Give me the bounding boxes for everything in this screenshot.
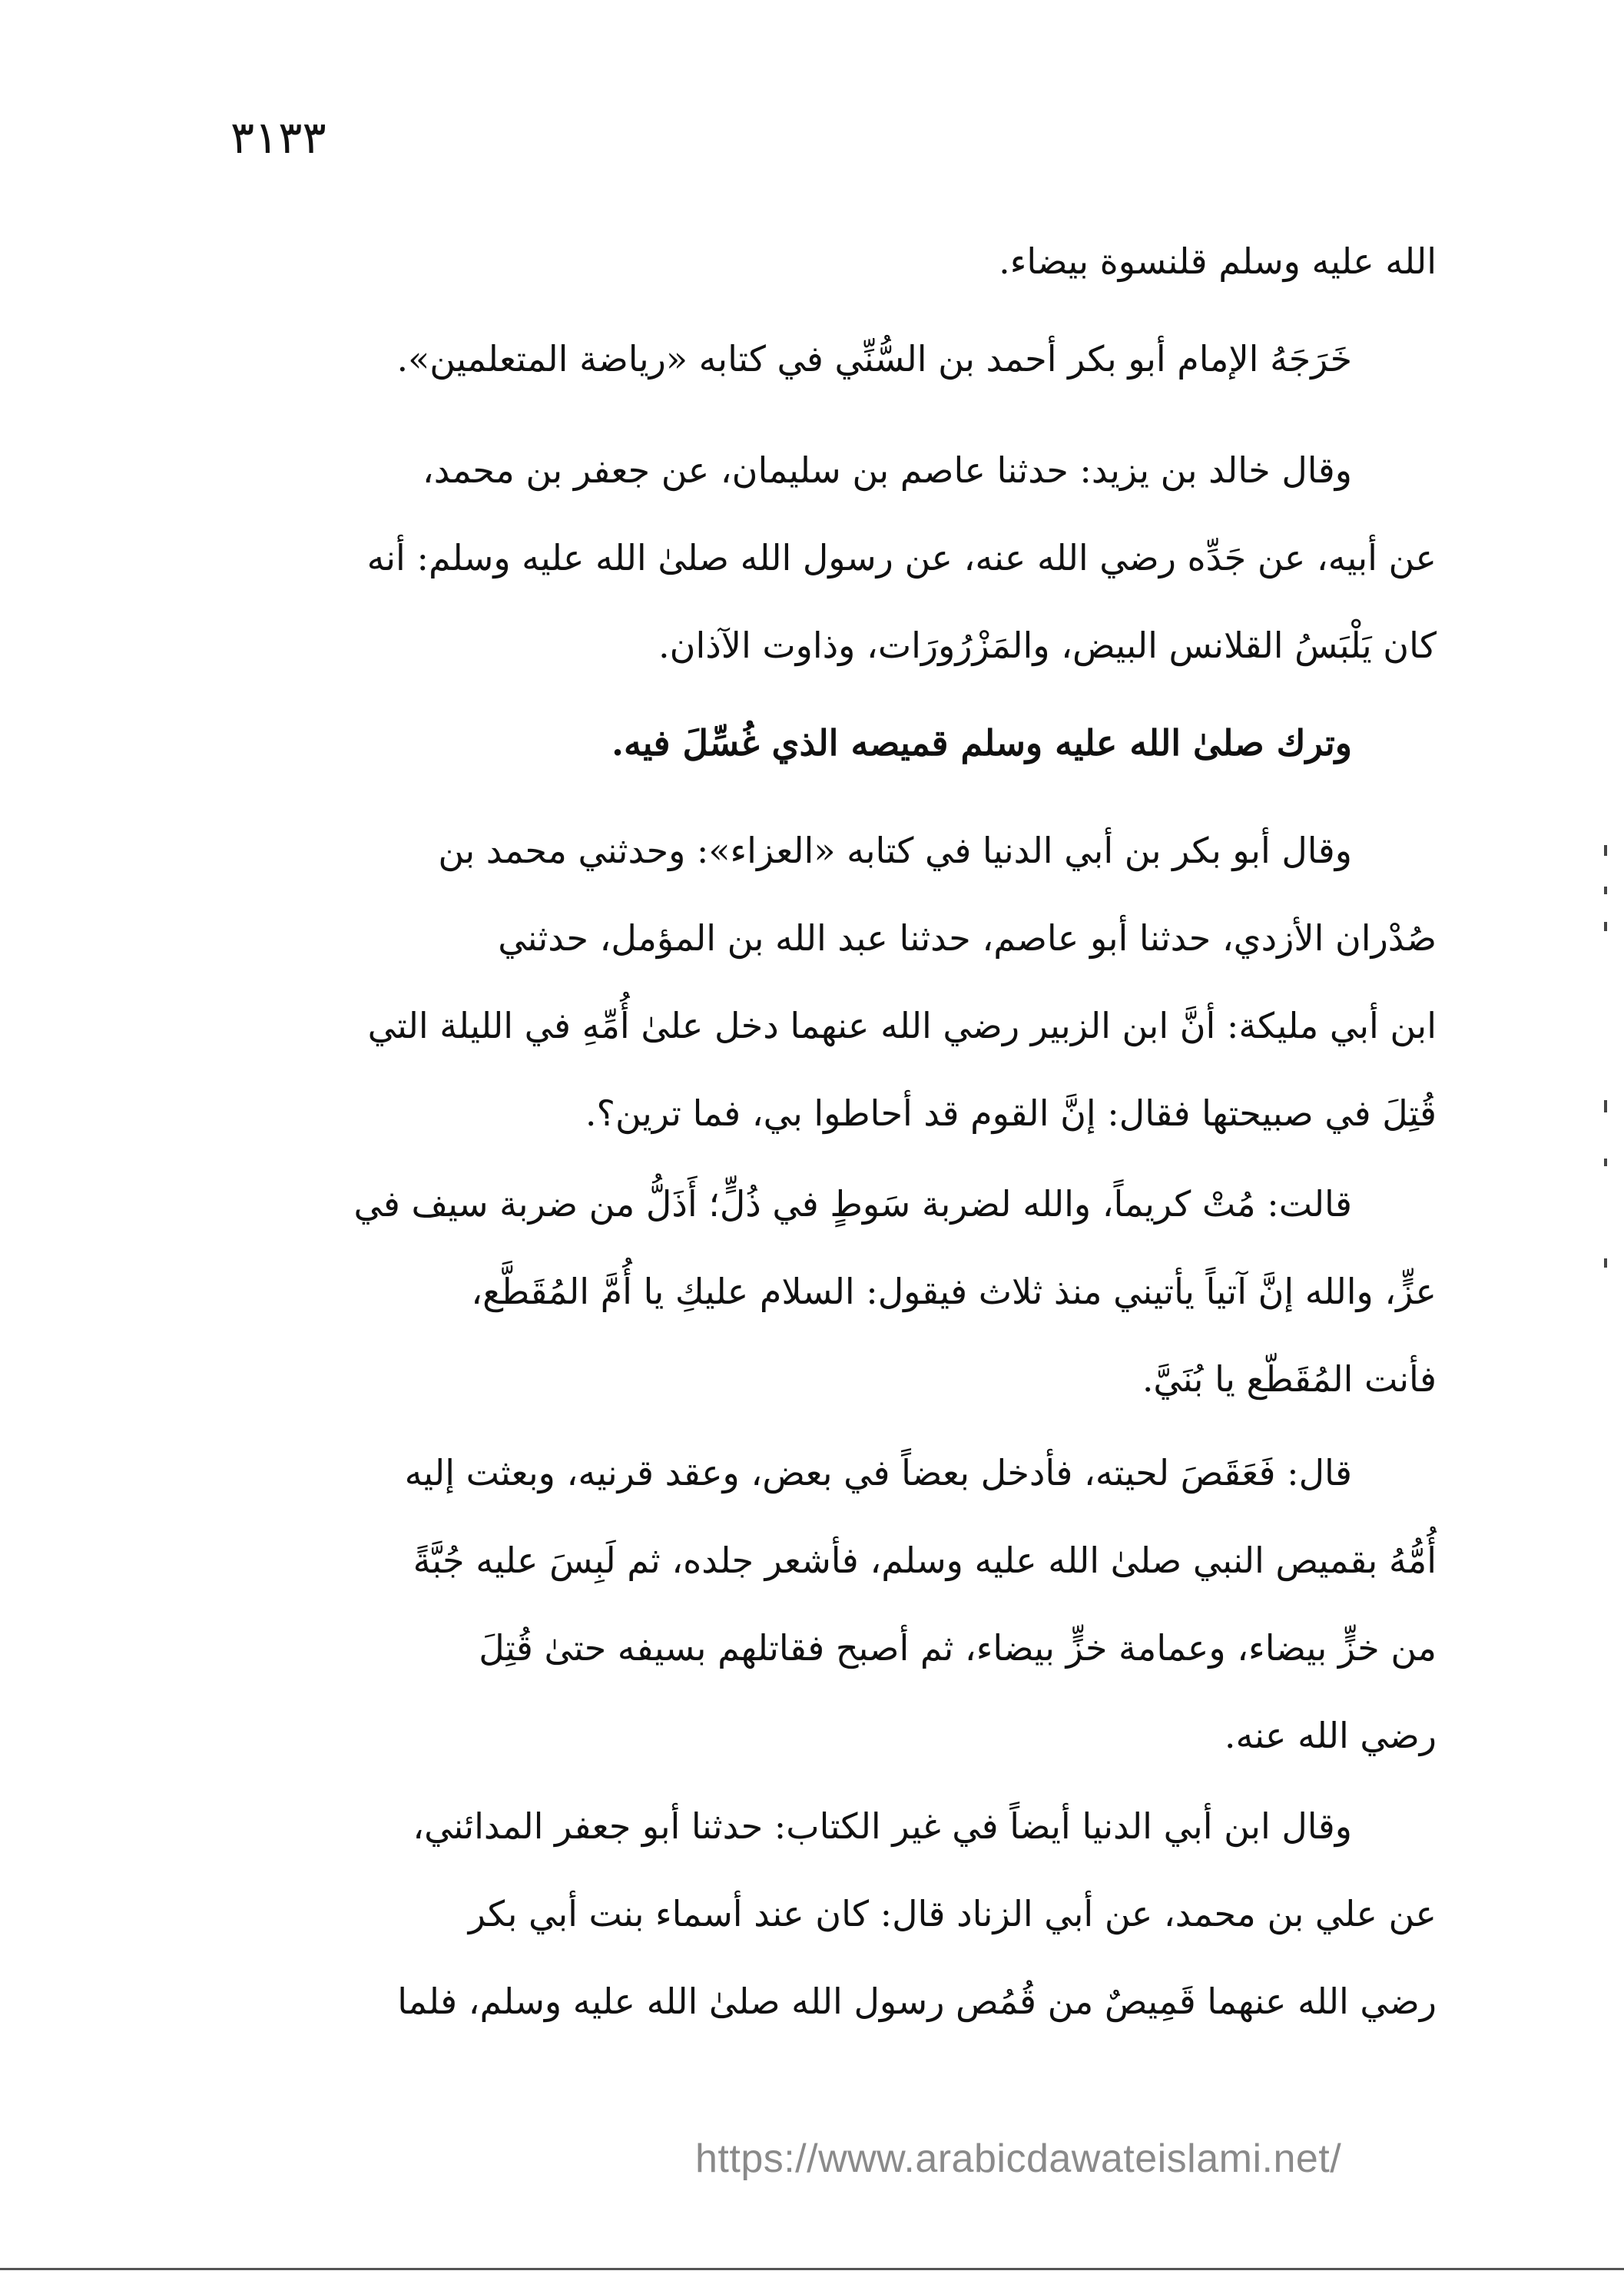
text-line: عن أبيه، عن جَدِّه رضي الله عنه، عن رسول الله صلىٰ الله عليه وسلم: أنه	[366, 537, 1437, 578]
text-line: خَرَجَهُ الإمام أبو بكر أحمد بن السُّنِّي في كتابه «رياضة المتعلمين».	[396, 338, 1352, 380]
text-line: صُدْران الأزدي، حدثنا أبو عاصم، حدثنا عبد الله بن المؤمل، حدثني	[498, 917, 1437, 959]
paragraph	[230, 1160, 1437, 1423]
text-line: قال: فَعَقَصَ لحيته، فأدخل بعضاً في بعض، وعقد قرنيه، وبعثت إليه	[404, 1452, 1352, 1493]
paragraph	[230, 426, 1437, 689]
text-line: عزٍّ، والله إنَّ آتياً يأتيني منذ ثلاث فيقول: السلام عليكِ يا أُمَّ المُقَطَّع،	[471, 1271, 1437, 1312]
text-line: قُتِلَ في صبيحتها فقال: إنَّ القوم قد أحاطوا بي، فما ترين؟.	[585, 1092, 1437, 1134]
text-line: أُمُّهُ بقميص النبي صلىٰ الله عليه وسلم، فأشعر جلده، ثم لَبِسَ عليه جُبَّةً	[413, 1540, 1437, 1581]
paragraph	[230, 315, 1437, 403]
text-line: وقال أبو بكر بن أبي الدنيا في كتابه «العزاء»: وحدثني محمد بن	[438, 830, 1352, 871]
paragraph	[230, 1782, 1437, 2045]
text-line: كان يَلْبَسُ القلانس البيض، والمَزْرُورَات، وذاوت الآذان.	[658, 625, 1437, 666]
text-line: وقال خالد بن يزيد: حدثنا عاصم بن سليمان، عن جعفر بن محمد،	[422, 449, 1352, 491]
page-number: ٣١٣٣	[230, 111, 326, 164]
text-line: وقال ابن أبي الدنيا أيضاً في غير الكتاب: حدثنا أبو جعفر المدائني،	[413, 1805, 1352, 1847]
paragraph	[230, 1429, 1437, 1779]
paragraph	[230, 217, 1437, 305]
text-line: رضي الله عنهما قَمِيصٌ من قُمُص رسول الله صلىٰ الله عليه وسلم، فلما	[397, 1981, 1437, 2022]
text-line: من خزٍّ بيضاء، وعمامة خزٍّ بيضاء، ثم أصبح فقاتلهم بسيفه حتىٰ قُتِلَ	[479, 1627, 1437, 1669]
bottom-rule	[0, 2268, 1624, 2270]
paragraph	[230, 699, 1437, 787]
text-line: فأنت المُقَطّع يا بُنَيَّ.	[1142, 1358, 1437, 1400]
text-line: الله عليه وسلم قلنسوة بيضاء.	[999, 240, 1437, 282]
text-line: رضي الله عنه.	[1224, 1715, 1437, 1756]
watermark-url: https://www.arabicdawateislami.net/	[695, 2137, 1342, 2181]
text-line: ابن أبي مليكة: أنَّ ابن الزبير رضي الله عنهما دخل علىٰ أُمِّهِ في الليلة التي	[367, 1005, 1437, 1046]
paragraph	[230, 807, 1437, 1157]
scan-margin-marks	[1598, 845, 1613, 1268]
text-line: عن علي بن محمد، عن أبي الزناد قال: كان عند أسماء بنت أبي بكر	[468, 1893, 1437, 1934]
text-line: قالت: مُتْ كريماً، والله لضربة سَوطٍ في ذُلٍّ؛ أَذَلُّ من ضربة سيف في	[353, 1183, 1352, 1225]
text-line: وترك صلىٰ الله عليه وسلم قميصه الذي غُسِّلَ فيه.	[611, 722, 1352, 764]
